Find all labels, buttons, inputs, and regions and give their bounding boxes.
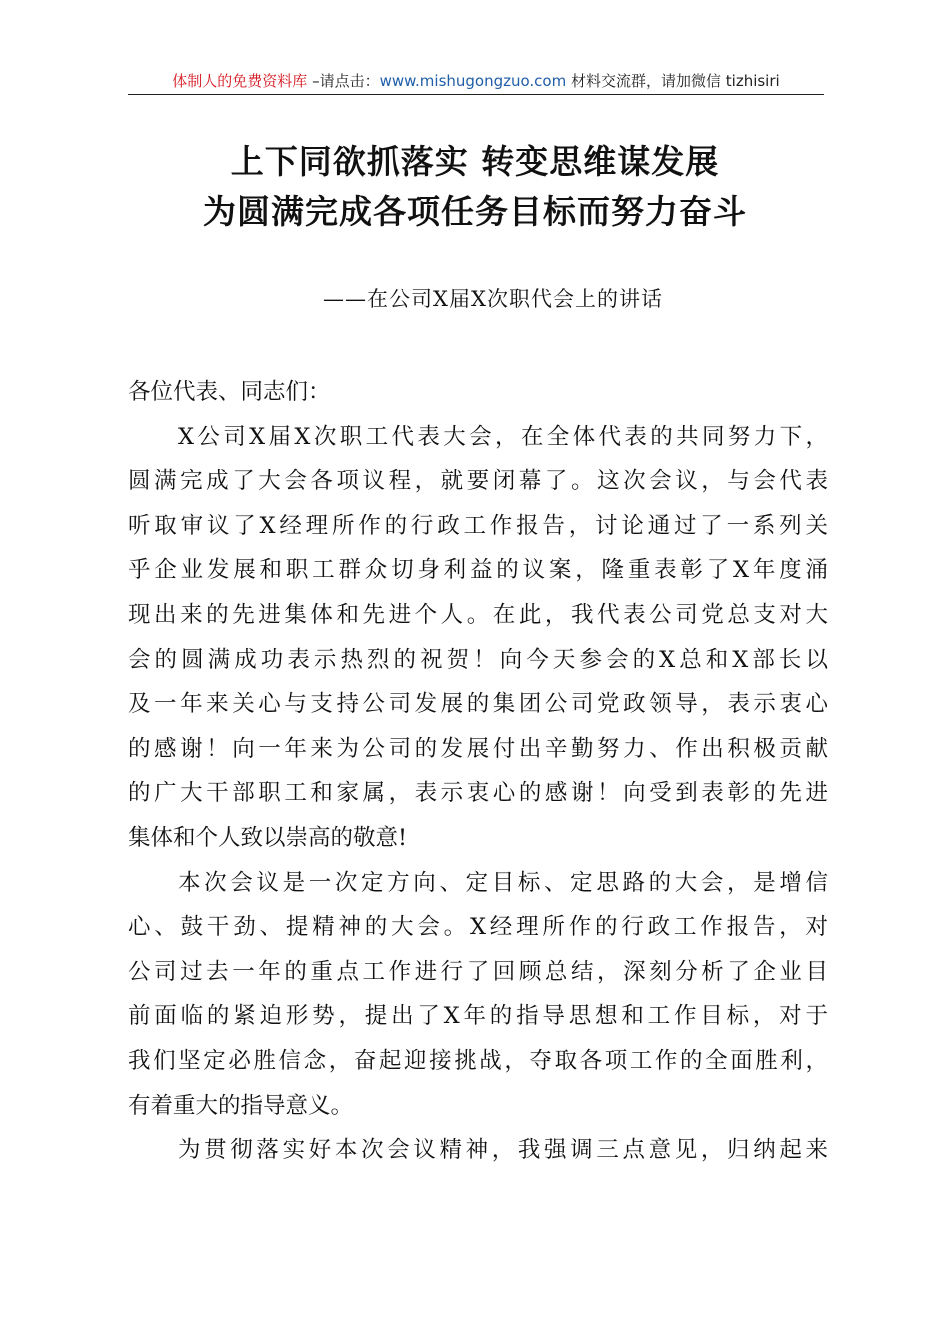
body-line: 会的圆满成功表示热烈的祝贺！向今天参会的X总和X部长以 bbox=[128, 646, 828, 673]
body-line: 我们坚定必胜信念，奋起迎接挑战，夺取各项工作的全面胜利， bbox=[128, 1047, 828, 1074]
document-body bbox=[128, 370, 828, 1173]
body-line: 前面临的紧迫形势，提出了X年的指导思想和工作目标，对于 bbox=[128, 1003, 828, 1030]
page-header bbox=[128, 70, 824, 95]
document-title-line2: 为圆满完成各项任务目标而努力奋斗 bbox=[203, 192, 747, 231]
document-subtitle: ——在公司X届X次职代会上的讲话 bbox=[323, 287, 663, 311]
header-contact: 材料交流群，请加微信 tizhisiri bbox=[566, 72, 780, 90]
body-line: 有着重大的指导意义。 bbox=[128, 1092, 354, 1119]
body-line: 听取审议了X经理所作的行政工作报告，讨论通过了一系列关 bbox=[128, 512, 828, 539]
header-url-link[interactable]: www.mishugongzuo.com bbox=[379, 72, 567, 90]
body-line: 的感谢！向一年来为公司的发展付出辛勤努力、作出积极贡献 bbox=[128, 735, 828, 762]
body-line: 心、鼓干劲、提精神的大会。X经理所作的行政工作报告，对 bbox=[128, 914, 828, 941]
body-line: 集体和个人致以崇高的敬意! bbox=[128, 824, 408, 851]
body-line: 本次会议是一次定方向、定目标、定思路的大会，是增信 bbox=[178, 869, 828, 896]
body-line: X公司X届X次职工代表大会，在全体代表的共同努力下， bbox=[178, 423, 828, 450]
body-line: 圆满完成了大会各项议程，就要闭幕了。这次会议，与会代表 bbox=[128, 468, 828, 495]
body-line: 及一年来关心与支持公司发展的集团公司党政领导，表示衷心 bbox=[128, 691, 828, 718]
body-line: 公司过去一年的重点工作进行了回顾总结，深刻分析了企业目 bbox=[128, 958, 828, 985]
body-line: 的广大干部职工和家属，表示衷心的感谢！向受到表彰的先进 bbox=[128, 780, 828, 807]
header-brand: 体制人的免费资料库 bbox=[172, 72, 308, 90]
header-prompt: –请点击： bbox=[307, 72, 380, 90]
body-line: 现出来的先进集体和先进个人。在此，我代表公司党总支对大 bbox=[128, 601, 828, 628]
document-title-line1: 上下同欲抓落实 转变思维谋发展 bbox=[230, 142, 720, 181]
body-line: 乎企业发展和职工群众切身利益的议案，隆重表彰了X年度涌 bbox=[128, 557, 828, 584]
body-line: 为贯彻落实好本次会议精神，我强调三点意见，归纳起来 bbox=[178, 1137, 828, 1164]
salutation-line: 各位代表、同志们： bbox=[128, 379, 331, 405]
